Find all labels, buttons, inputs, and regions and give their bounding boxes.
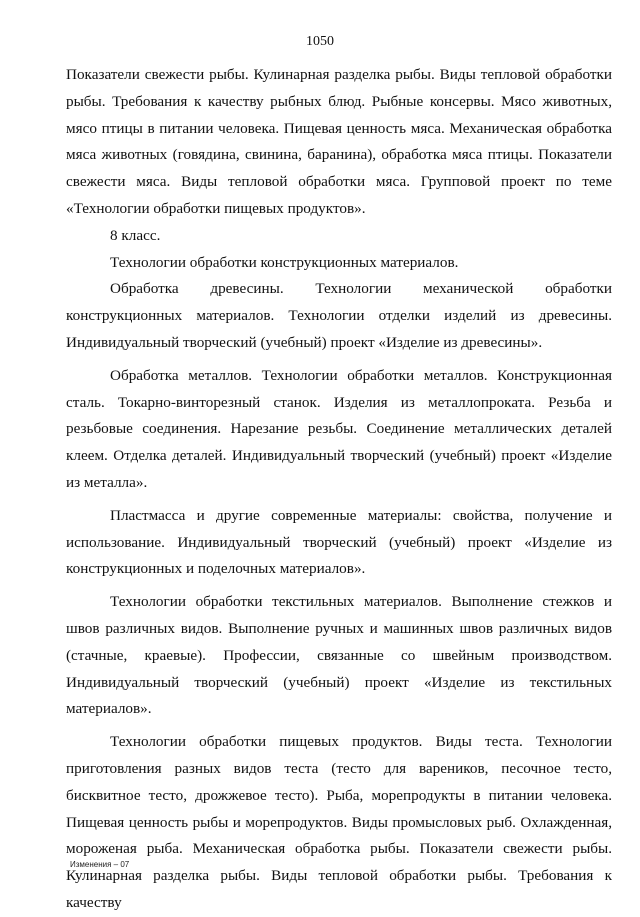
paragraph-grade-heading: 8 класс.	[110, 226, 161, 244]
body-text	[66, 62, 612, 917]
paragraph-metal: Обработка металлов. Технологии обработки металлов. Конструкционная сталь. Токарно-винторезный станок. Изделия из металлопроката. Резьба и резьбовые соединения. Нарезание резьбы. Соединение металлических деталей клеем. Отделка деталей. Индивидуальный творческий (учебный) проект «Изделие из металла».	[66, 366, 612, 491]
paragraph-fish-meat: Показатели свежести рыбы. Кулинарная разделка рыбы. Виды тепловой обработки рыбы. Требования к качеству рыбных блюд. Рыбные консервы. Мясо животных, мясо птицы в питании человека. Пищевая ценность мяса. Механическая обработка мяса животных (говядина, свинина, баранина), обработка мяса птицы. Показатели свежести мяса. Виды тепловой обработки мяса. Групповой проект по теме «Технологии обработки пищевых продуктов».	[66, 66, 612, 217]
page-number: 1050	[306, 34, 334, 49]
paragraph-section-title: Технологии обработки конструкционных материалов.	[110, 253, 459, 271]
paragraph-plastic: Пластмасса и другие современные материалы: свойства, получение и использование. Индивидуальный творческий (учебный) проект «Изделие из конструкционных и поделочных материалов».	[66, 506, 612, 578]
paragraph-textile: Технологии обработки текстильных материалов. Выполнение стежков и швов различных видов. Выполнение ручных и машинных швов различных видов (стачные, краевые). Профессии, связанные со швейным производством. Индивидуальный творческий (учебный) проект «Изделие из текстильных материалов».	[66, 593, 612, 718]
paragraph-food: Технологии обработки пищевых продуктов. Виды теста. Технологии приготовления разных видов теста (тесто для вареников, песочное тесто, бисквитное тесто, дрожжевое тесто). Рыба, морепродукты в питании человека. Пищевая ценность рыбы и морепродуктов. Виды промысловых рыб. Охлажденная, мороженая рыба. Механическая обработка рыбы. Показатели свежести рыбы. Кулинарная разделка рыбы. Виды тепловой обработки рыбы. Требования к качеству	[66, 733, 612, 911]
paragraph-wood: Обработка древесины. Технологии механической обработки конструкционных материалов. Технологии отделки изделий из древесины. Индивидуальный творческий (учебный) проект «Изделие из древесины».	[66, 280, 612, 351]
footer-revision: Изменения – 07	[70, 860, 130, 869]
